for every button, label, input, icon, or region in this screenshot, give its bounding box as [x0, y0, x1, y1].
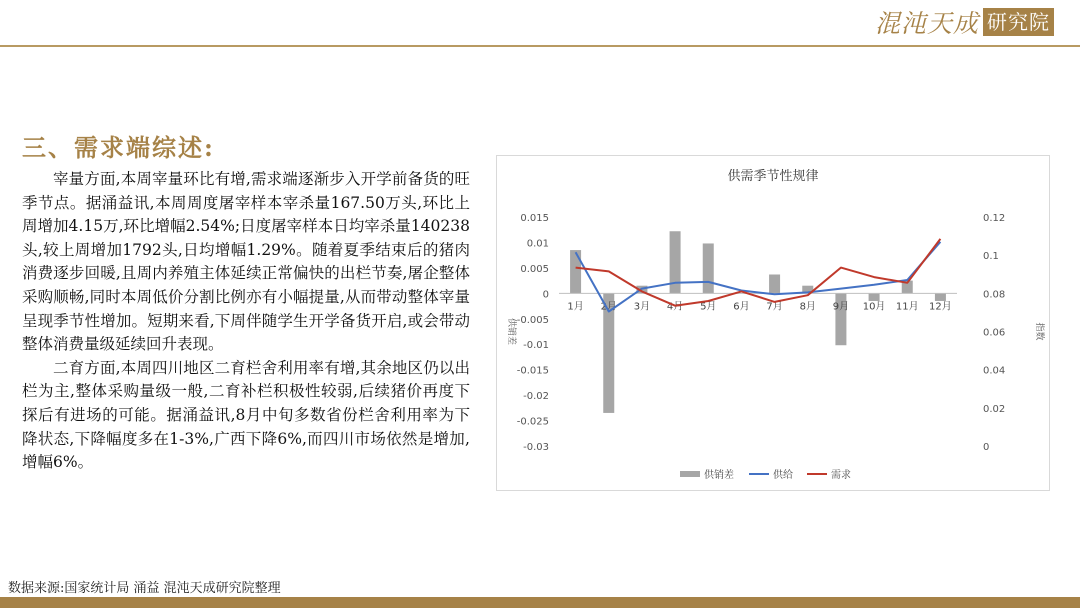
paragraph-restocking: 二育方面,本周四川地区二育栏舍利用率有增,其余地区仍以出栏为主,整体采购量级一般,二育补栏积极性较弱,后续猪价再度下探后有进场的可能。据涌益讯,8月中旬多数省份栏舍利用率为下降状态,下降幅度多在1-3%,广西下降6%,而四川市场依然是增加,增幅6%。 — [22, 358, 470, 472]
legend-label: 供给 — [773, 470, 793, 481]
left-tick-label: -0.005 — [516, 314, 549, 326]
bar-1 — [570, 250, 581, 293]
right-tick-label: 0.12 — [983, 213, 1006, 224]
section-title: 三、需求端综述: — [22, 133, 215, 162]
category-label: 11月 — [895, 301, 919, 313]
right-axis-title: 指数 — [1034, 322, 1044, 341]
logo-main-text: 混沌天成 — [874, 9, 979, 38]
supply-demand-chart — [497, 156, 1049, 490]
bar-5 — [703, 243, 714, 293]
category-label: 12月 — [929, 301, 952, 313]
right-tick-label: 0.08 — [983, 289, 1006, 301]
right-tick-label: 0 — [983, 442, 990, 453]
right-tick-label: 0.04 — [983, 365, 1006, 377]
category-label: 1月 — [567, 301, 584, 313]
category-label: 10月 — [862, 301, 886, 313]
legend-swatch-bar — [680, 471, 700, 477]
chart-title: 供需季节性规律 — [727, 169, 819, 184]
left-tick-label: 0.015 — [520, 213, 549, 224]
left-tick-label: 0 — [542, 289, 549, 301]
bar-7 — [769, 275, 780, 294]
right-tick-label: 0.1 — [983, 251, 999, 263]
category-label: 4月 — [666, 301, 684, 313]
category-label: 2月 — [600, 301, 617, 313]
left-tick-label: -0.02 — [523, 391, 549, 403]
category-label: 9月 — [832, 301, 850, 313]
source-note: 数据来源:国家统计局 涌益 混沌天成研究院整理 — [8, 581, 281, 596]
category-label: 6月 — [733, 301, 750, 313]
right-tick-label: 0.06 — [983, 327, 1006, 339]
left-tick-label: -0.03 — [523, 442, 549, 453]
category-label: 8月 — [799, 301, 816, 313]
left-tick-label: 0.005 — [520, 263, 549, 275]
left-tick-label: -0.01 — [523, 340, 549, 352]
brand-logo — [875, 6, 1054, 38]
header-rule — [0, 45, 1080, 47]
body-text — [22, 168, 470, 475]
line-supply — [576, 242, 941, 312]
category-label: 7月 — [766, 301, 783, 313]
bar-12 — [935, 293, 946, 301]
left-tick-label: -0.025 — [516, 416, 549, 428]
category-label: 5月 — [700, 301, 717, 313]
chart-panel — [496, 155, 1050, 491]
logo-box-text: 研究院 — [983, 8, 1054, 36]
legend-label: 供销差 — [704, 470, 734, 481]
left-axis-title: 供销差 — [506, 317, 516, 346]
left-tick-label: 0.01 — [526, 238, 549, 250]
footer-band — [0, 597, 1080, 608]
bar-10 — [869, 293, 880, 301]
paragraph-slaughter: 宰量方面,本周宰量环比有增,需求端逐渐步入开学前备货的旺季节点。据涌益讯,本周周度屠宰样本宰杀量167.50万头,环比上周增加4.15万,环比增幅2.54%;日度屠宰样本日均宰杀量140238头,较上周增加1792头,日均增幅1.29%。随着夏季结束后的猪肉消费逐步回暖,且周内养殖主体延续正常偏快的出栏节奏,屠企整体采购顺畅,同时本周低价分割比例亦有小幅提量,从而带动整体宰量呈现季节性增加。短期来看,下周伴随学生开学备货开启,或会带动整体消费量级延续回升表现。 — [22, 170, 470, 354]
legend-label: 需求 — [831, 470, 851, 481]
left-tick-label: -0.015 — [516, 365, 549, 377]
category-label: 3月 — [633, 301, 651, 313]
right-tick-label: 0.02 — [983, 403, 1006, 415]
